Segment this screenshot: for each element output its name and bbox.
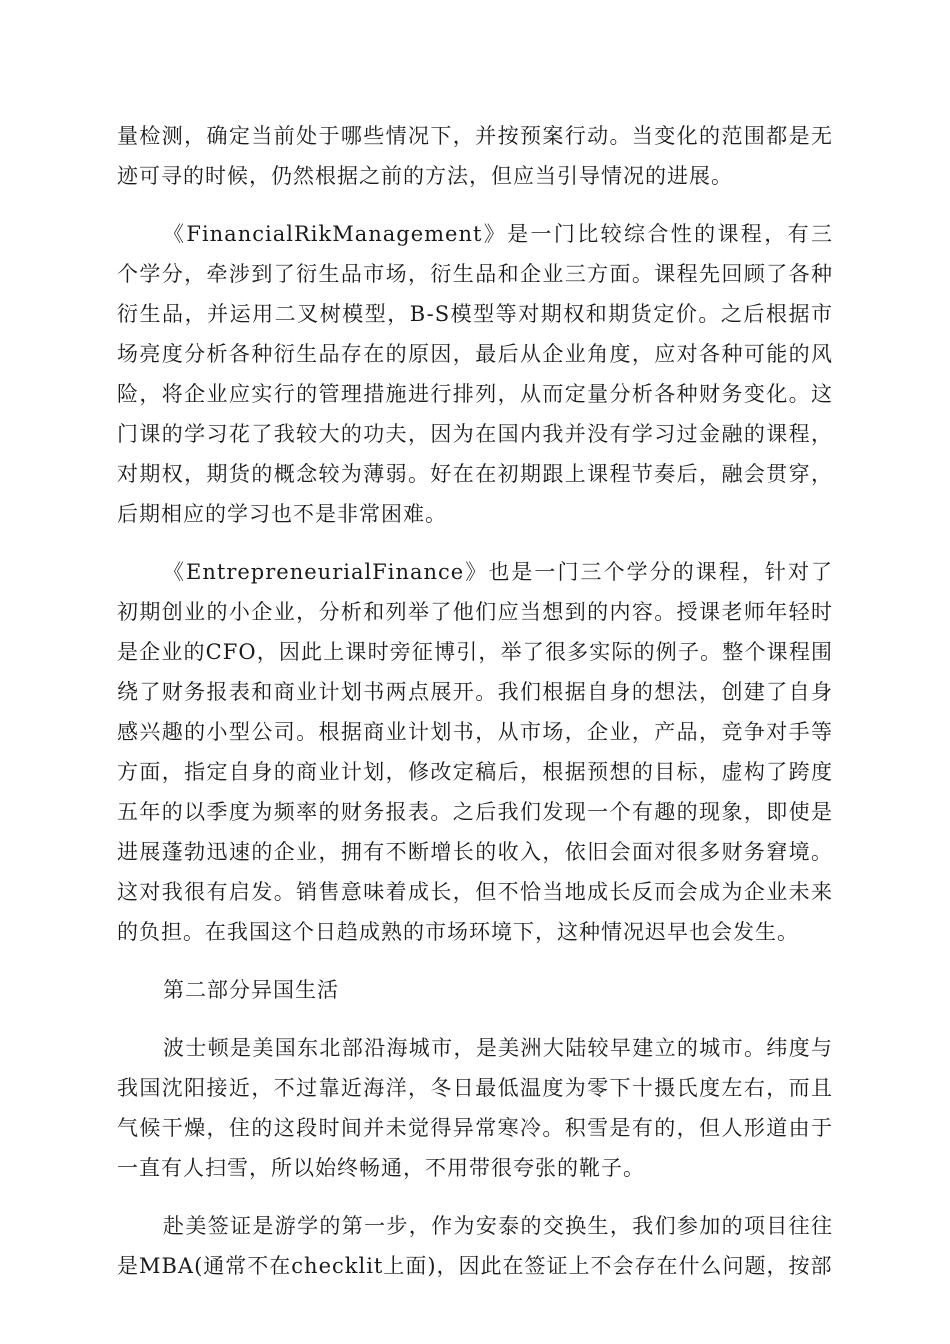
paragraph-financial-risk-management: 《FinancialRikManagement》是一门比较综合性的课程，有三个学分，牵涉到了衍生品市场，衍生品和企业三方面。课程先回顾了各种衍生品，并运用二叉树模型，B-S模型等对期权和期货定价。之后根据市场亮度分析各种衍生品存在的原因，最后从企业角度，应对各种可能的风险，将企业应实行的管理措施进行排列，从而定量分析各种财务变化。这门课的学习花了我较大的功夫，因为在国内我并没有学习过金融的课程，对期权，期货的概念较为薄弱。好在在初期跟上课程节奏后，融会贯穿，后期相应的学习也不是非常困难。 bbox=[117, 222, 833, 526]
paragraph-entrepreneurial-finance: 《EntrepreneurialFinance》也是一门三个学分的课程，针对了初期创业的小企业，分析和列举了他们应当想到的内容。授课老师年轻时是企业的CFO，因此上课时旁征博引，举了很多实际的例子。整个课程围绕了财务报表和商业计划书两点展开。我们根据自身的想法，创建了自身感兴趣的小型公司。根据商业计划书，从市场，企业，产品，竞争对手等方面，指定自身的商业计划，修改定稿后，根据预想的目标，虚构了跨度五年的以季度为频率的财务报表。之后我们发现一个有趣的现象，即使是进展蓬勃迅速的企业，拥有不断增长的收入，依旧会面对很多财务窘境。这对我很有启发。销售意味着成长，但不恰当地成长反而会成为企业未来的负担。在我国这个日趋成熟的市场环境下，这种情况迟早也会发生。 bbox=[117, 560, 833, 944]
section-heading: 第二部分异国生活 bbox=[163, 978, 339, 1002]
paragraph-boston: 波士顿是美国东北部沿海城市，是美洲大陆较早建立的城市。纬度与我国沈阳接近，不过靠近海洋，冬日最低温度为零下十摄氏度左右，而且气候干燥，住的这段时间并未觉得异常寒冷。积雪是有的，但人形道由于一直有人扫雪，所以始终畅通，不用带很夸张的靴子。 bbox=[117, 1036, 833, 1180]
document-body bbox=[117, 116, 833, 1304]
paragraph-continuation: 量检测，确定当前处于哪些情况下，并按预案行动。当变化的范围都是无迹可寻的时候，仍然根据之前的方法，但应当引导情况的进展。 bbox=[117, 124, 833, 188]
paragraph-visa: 赴美签证是游学的第一步，作为安泰的交换生，我们参加的项目往往是MBA(通常不在checklit上面)，因此在签证上不会存在什么问题，按部 bbox=[117, 1214, 833, 1278]
